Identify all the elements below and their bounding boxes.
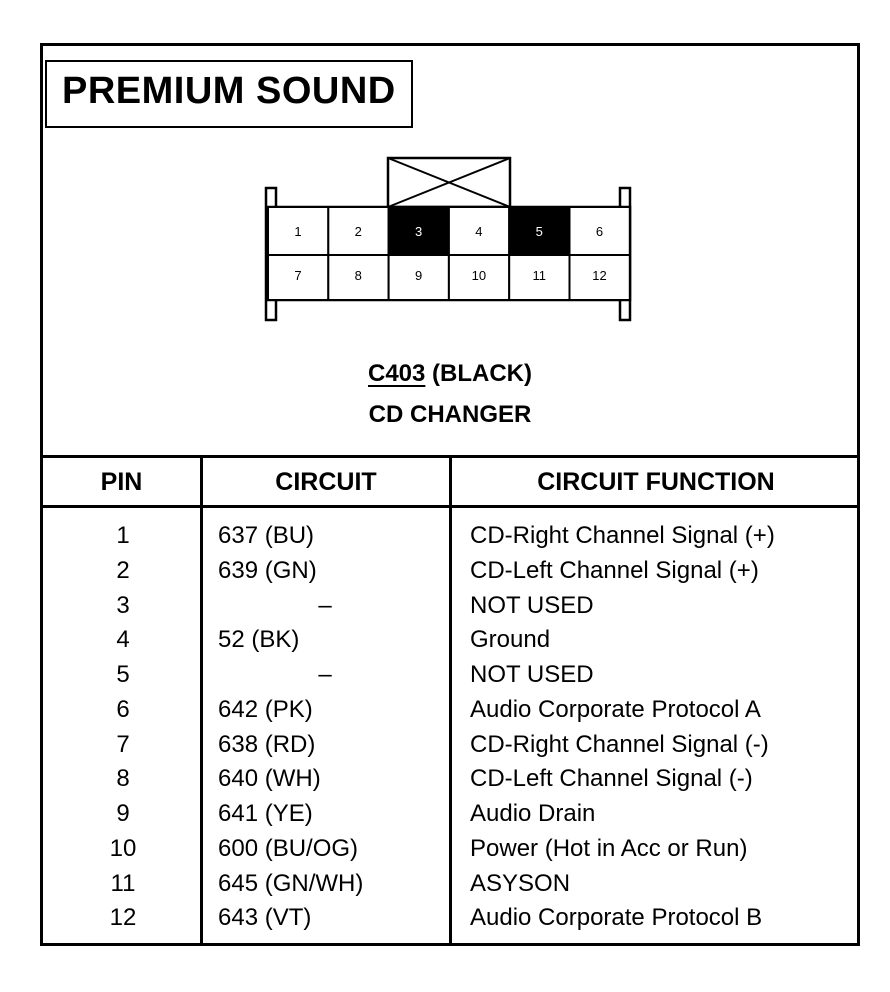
pin-number: 9: [414, 267, 423, 283]
pin-cell: 5: [116, 661, 130, 688]
pin-number: 2: [354, 224, 362, 239]
table-row: [40, 797, 860, 832]
column-header-circuit: CIRCUIT: [275, 468, 377, 496]
table-row: [40, 867, 860, 902]
table-row: [40, 693, 860, 728]
page-title: PREMIUM SOUND: [62, 70, 396, 112]
function-cell: CD-Left Channel Signal (-): [470, 765, 753, 793]
pin-number: 7: [294, 267, 302, 283]
circuit-cell: 640 (WH): [218, 765, 321, 793]
table-row: [40, 519, 860, 554]
function-cell: Audio Corporate Protocol A: [470, 695, 761, 723]
pin-number: 5: [535, 224, 543, 239]
table-row: [40, 623, 860, 658]
connector-id-line: [330, 360, 570, 388]
column-header-pin: PIN: [100, 468, 143, 496]
pin-cell: 7: [116, 730, 130, 758]
pin-cell: 9: [116, 800, 130, 827]
pin-number: 4: [475, 224, 483, 239]
function-cell: CD-Left Channel Signal (+): [470, 556, 759, 584]
circuit-cell: 642 (PK): [218, 695, 313, 723]
pin-cell: 2: [116, 556, 130, 584]
circuit-cell: 52 (BK): [218, 626, 300, 654]
circuit-cell: 645 (GN/WH): [218, 869, 364, 897]
circuit-cell: –: [318, 661, 332, 688]
circuit-cell: 643 (VT): [218, 904, 312, 932]
function-cell: NOT USED: [470, 661, 594, 688]
table-row: [40, 832, 860, 867]
pin-number: 6: [595, 224, 604, 239]
function-cell: Power (Hot in Acc or Run): [470, 834, 748, 862]
function-cell: Audio Corporate Protocol B: [470, 904, 763, 932]
function-cell: Ground: [470, 626, 551, 654]
function-cell: CD-Right Channel Signal (+): [470, 522, 775, 549]
pin-cell: 11: [110, 869, 136, 897]
circuit-cell: 638 (RD): [218, 730, 316, 758]
table-row: [40, 901, 860, 936]
circuit-cell: –: [318, 591, 332, 619]
pin-cell: 10: [109, 834, 137, 862]
circuit-cell: 600 (BU/OG): [218, 834, 359, 862]
circuit-cell: 641 (YE): [218, 800, 313, 827]
function-cell: Audio Drain: [470, 800, 596, 827]
table-row: [40, 589, 860, 624]
pin-cell: 8: [116, 765, 130, 793]
pin-cell: 6: [116, 695, 130, 723]
pin-number: 11: [532, 267, 546, 283]
pin-cell: 12: [109, 904, 137, 932]
column-header-function: CIRCUIT FUNCTION: [537, 468, 775, 496]
pin-number: 3: [414, 224, 423, 239]
pin-cell: 3: [116, 591, 130, 619]
function-cell: ASYSON: [470, 869, 571, 897]
table-row: [40, 762, 860, 797]
function-cell: CD-Right Channel Signal (-): [470, 730, 769, 758]
pin-number: 10: [471, 267, 487, 283]
connector-color: (BLACK): [432, 360, 533, 387]
pin-cell: 4: [116, 626, 130, 654]
function-cell: NOT USED: [470, 591, 594, 619]
circuit-cell: 637 (BU): [218, 522, 315, 549]
pin-cell: 1: [116, 522, 130, 549]
pin-number: 12: [592, 267, 607, 283]
pin-number: 1: [294, 224, 302, 239]
connector-name: CD CHANGER: [368, 401, 532, 428]
table-row: [40, 728, 860, 763]
connector-id: C403: [367, 360, 426, 387]
table-row: [40, 658, 860, 693]
circuit-cell: 639 (GN): [218, 556, 317, 584]
table-row: [40, 554, 860, 589]
pin-number: 8: [354, 267, 362, 283]
